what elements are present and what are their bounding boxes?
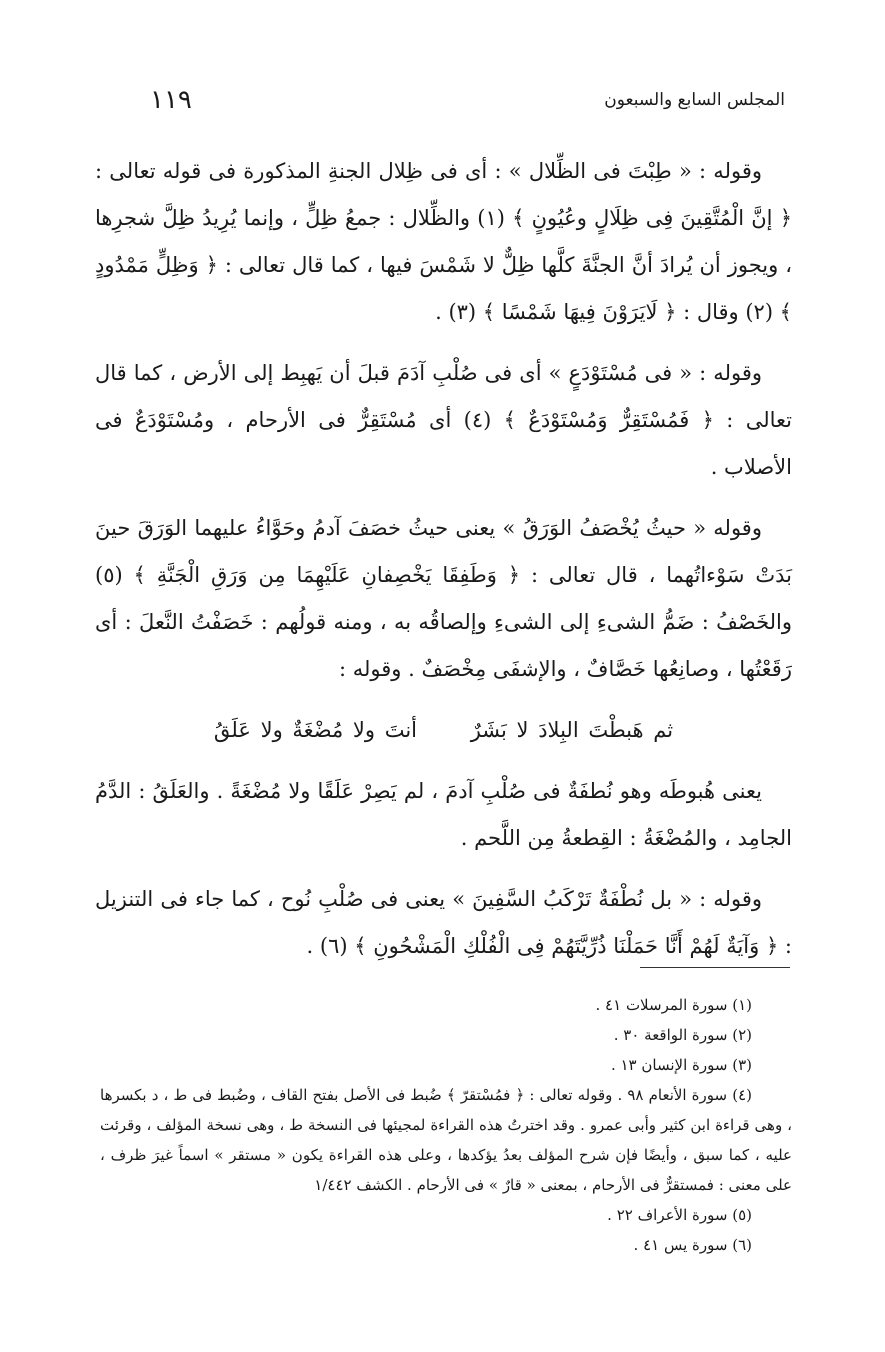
page-header (150, 80, 785, 120)
paragraph: يعنى هُبوطَه وهو نُطفَةٌ فى صُلْبِ آدمَ ، لم يَصِرْ عَلَقًا ولا مُضْغَةً . والعَلَقُ : الدَّمُ الجامِد ، والمُضْغَةُ : القِطعةُ مِن اللَّحم . (95, 779, 792, 850)
paragraph: وقوله : « فى مُسْتَوْدَعٍ » أى فى صُلْبِ آدَمَ قبلَ أن يَهبِط إلى الأرض ، كما قال تعالى : ﴿ فَمُسْتَقِرٌّ وَمُسْتَوْدَعٌ ﴾ (٤) أى مُسْتَقِرٌّ فى الأرحام ، ومُسْتَوْدَعٌ فى الأصلاب . (95, 361, 793, 479)
footnote: (٤) سورة الأنعام ٩٨ . وقوله تعالى : ﴿ فمُسْتقرّ ﴾ ضُبط فى الأصل بفتح القاف ، وضُبط فى ط ، د بكسرها ، وهى قراءة ابن كثير وأبى عمرو . وقد اخترتُ هذه القراءة لمجيئها فى النسخة ط ، وهى نسخة المؤلف ، وقرئت عليه ، كما سبق ، وأيضًا فإن شرح المؤلف بعدُ يؤكدها ، وعلى هذه القراءة يكون « مستقر » اسماً غيرَ ظرف ، على معنى : فمستقرٌّ فى الأرحام ، بمعنى « قارٌ » فى الأرحام . الكشف ١/٤٤٢ (100, 1086, 792, 1194)
footnote: (٥) سورة الأعراف ٢٢ . (607, 1206, 752, 1224)
footnote: (٣) سورة الإنسان ١٣ . (610, 1056, 752, 1074)
paragraph: وقوله « حيثُ يُخْصَفُ الوَرَقُ » يعنى حيثُ خصَفَ آدمُ وحَوَّاءُ عليهما الوَرَقَ حينَ بَدَتْ سَوْءاتُهما ، قال تعالى : ﴿ وَطَفِقَا يَخْصِفانِ عَلَيْهِمَا مِن وَرَقِ الْجَنَّةِ ﴾ (٥) والخَصْفُ : ضَمُّ الشىءِ إلى الشىءِ وإلصاقُه به ، ومنه قولُهم : خَصَفْتُ النَّعلَ : أى رَقَعْتُها ، وصانِعُها خَصَّافٌ ، والإشفَى مِخْصَفٌ . وقوله : (95, 516, 792, 681)
footnote: (٢) سورة الواقعة ٣٠ . (613, 1026, 752, 1044)
footnote-separator (640, 967, 790, 968)
footnote: (٦) سورة يس ٤١ . (633, 1236, 752, 1254)
verse-second-hemistich: أنتَ ولا مُضْغَةٌ ولا عَلَقُ (213, 718, 418, 742)
running-title: المجلس السابع والسبعون (604, 90, 785, 110)
verse-first-hemistich: ثم هَبطْتَ البِلادَ لا بَشَرٌ (470, 718, 674, 742)
page-number: ١١٩ (150, 85, 192, 115)
paragraph: وقوله : « طِبْتَ فى الظِّلال » : أى فى ظِلال الجنةِ المذكورة فى قوله تعالى : ﴿ إنَّ الْمُتَّقِينَ فِى ظِلَالٍ وعُيُونٍ ﴾ (١) والظِّلال : جمعُ ظِلٍّ ، وإنما يُرِيدُ ظِلَّ شجرِها ، ويجوز أن يُرادَ أنَّ الجنَّةَ كلَّها ظِلٌّ لا شَمْسَ فيها ، كما قال تعالى : ﴿ وَظِلٍّ مَمْدُودٍ ﴾ (٢) وقال : ﴿ لَايَرَوْنَ فِيهَا شَمْسًا ﴾ (٣) . (95, 159, 792, 324)
poetry-verse (95, 707, 792, 754)
main-text (95, 148, 792, 984)
footnote: (١) سورة المرسلات ٤١ . (595, 996, 752, 1014)
paragraph: وقوله : « بل نُطْفَةٌ تَرْكَبُ السَّفِينَ » يعنى فى صُلْبِ نُوح ، كما جاء فى التنزيل : ﴿ وَآيَةٌ لَهُمْ أَنَّا حَمَلْنَا ذُرِّيَّتَهُمْ فِى الْفُلْكِ الْمَشْحُونِ ﴾ (٦) . (95, 887, 792, 958)
footnotes (100, 990, 792, 1260)
